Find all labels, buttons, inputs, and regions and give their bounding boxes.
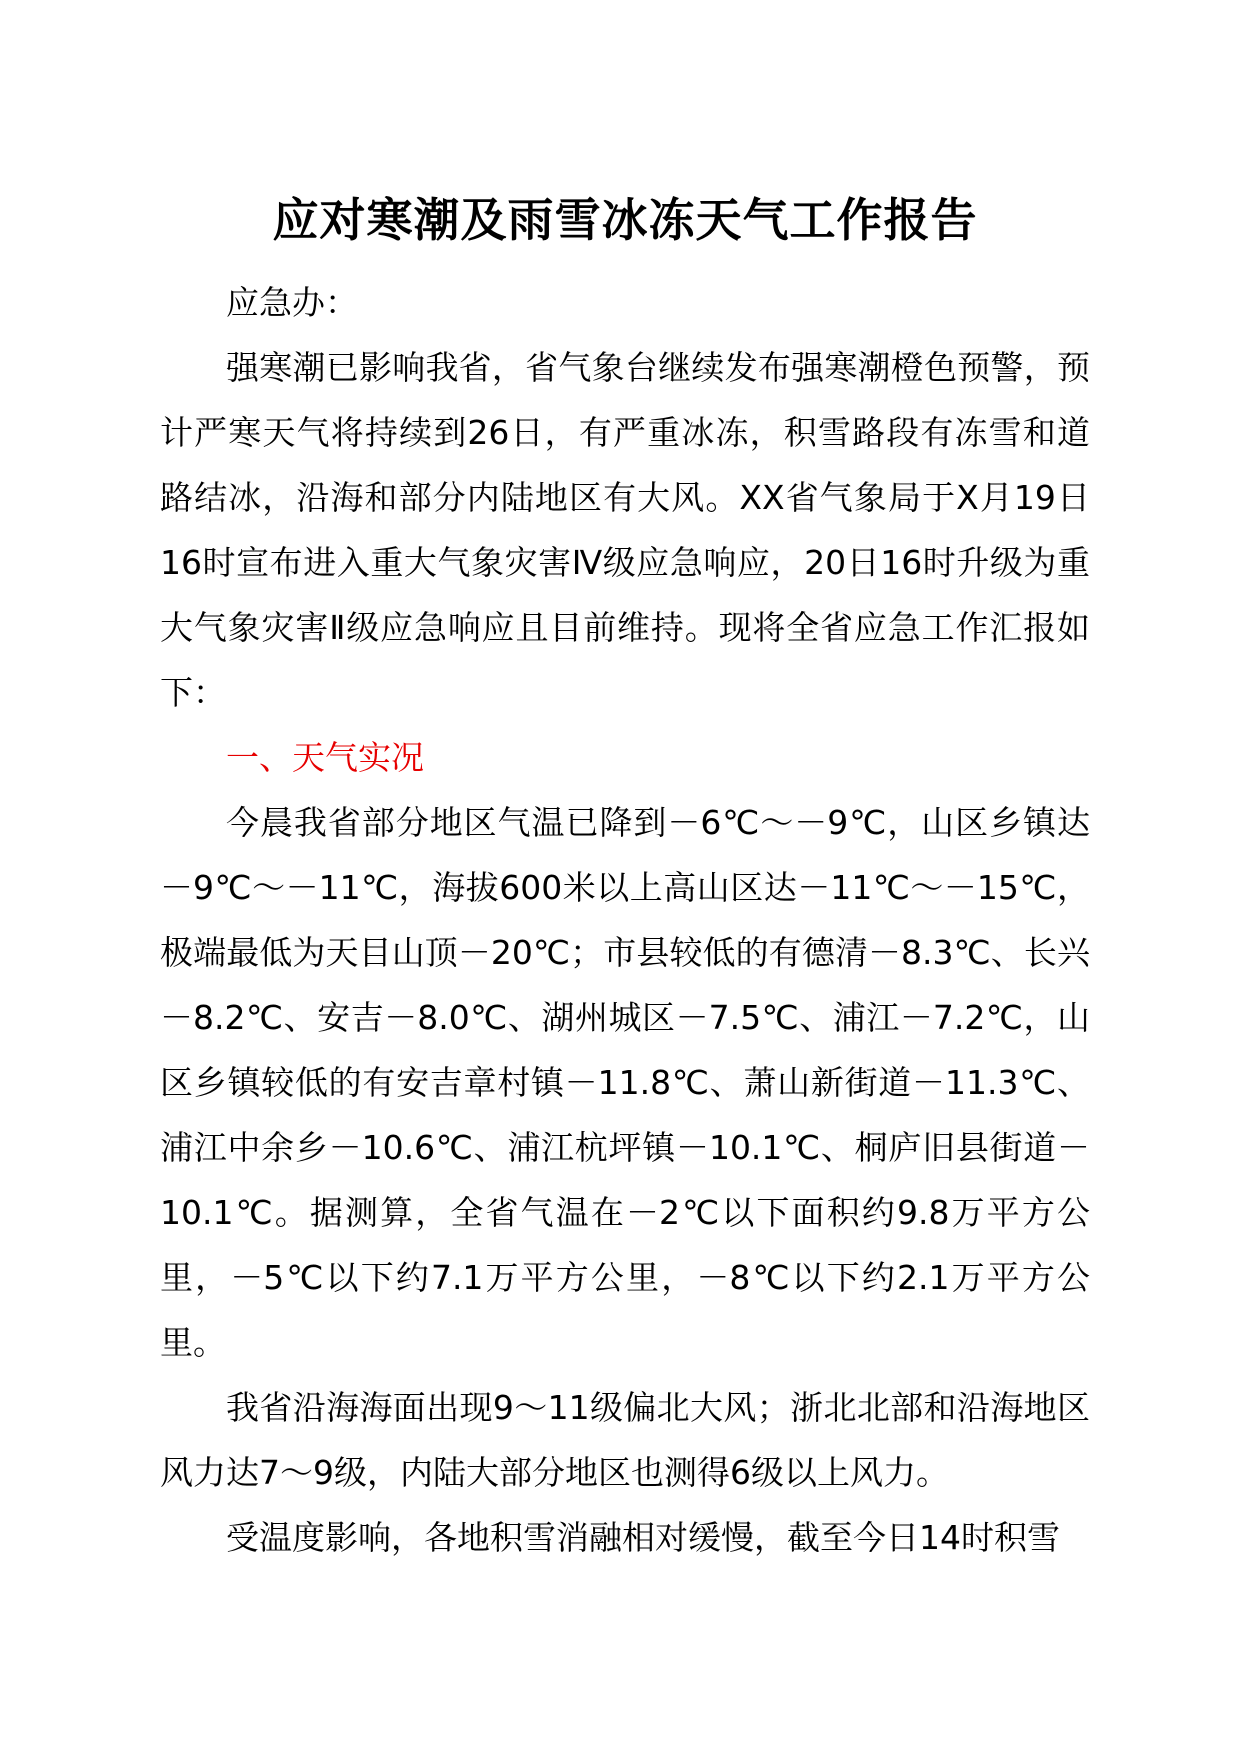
salutation: 应急办： — [226, 283, 358, 322]
paragraph-temperature: 今晨我省部分地区气温已降到－6℃～－9℃，山区乡镇达－9℃～－11℃，海拔600米以上高山区达－11℃～－15℃，极端最低为天目山顶－20℃；市县较低的有德清－8.3℃、长兴－8.2℃、安吉－8.0℃、湖州城区－7.5℃、浦江－7.2℃，山区乡镇较低的有安吉章村镇－11.8℃、萧山新街道－11.3℃、浦江中余乡－10.6℃、浦江杭坪镇－10.1℃、桐庐旧县街道－10.1℃。据测算，全省气温在－2℃以下面积约9.8万平方公里，－5℃以下约7.1万平方公里，－8℃以下约2.1万平方公里。 — [160, 803, 1090, 1362]
intro-paragraph: 强寒潮已影响我省，省气象台继续发布强寒潮橙色预警，预计严寒天气将持续到26日，有严重冰冻，积雪路段有冻雪和道路结冰，沿海和部分内陆地区有大风。XX省气象局于X月19日16时宣布进入重大气象灾害Ⅳ级应急响应，20日16时升级为重大气象灾害Ⅱ级应急响应且目前维持。现将全省应急工作汇报如下： — [160, 348, 1090, 712]
paragraph-snow: 受温度影响，各地积雪消融相对缓慢，截至今日14时积雪 — [226, 1518, 1060, 1557]
document-page — [160, 190, 1090, 1570]
paragraph-wind: 我省沿海海面出现9～11级偏北大风；浙北北部和沿海地区风力达7～9级，内陆大部分地区也测得6级以上风力。 — [160, 1388, 1090, 1492]
section-heading-weather: 一、天气实况 — [226, 738, 424, 777]
document-title: 应对寒潮及雨雪冰冻天气工作报告 — [272, 193, 978, 247]
